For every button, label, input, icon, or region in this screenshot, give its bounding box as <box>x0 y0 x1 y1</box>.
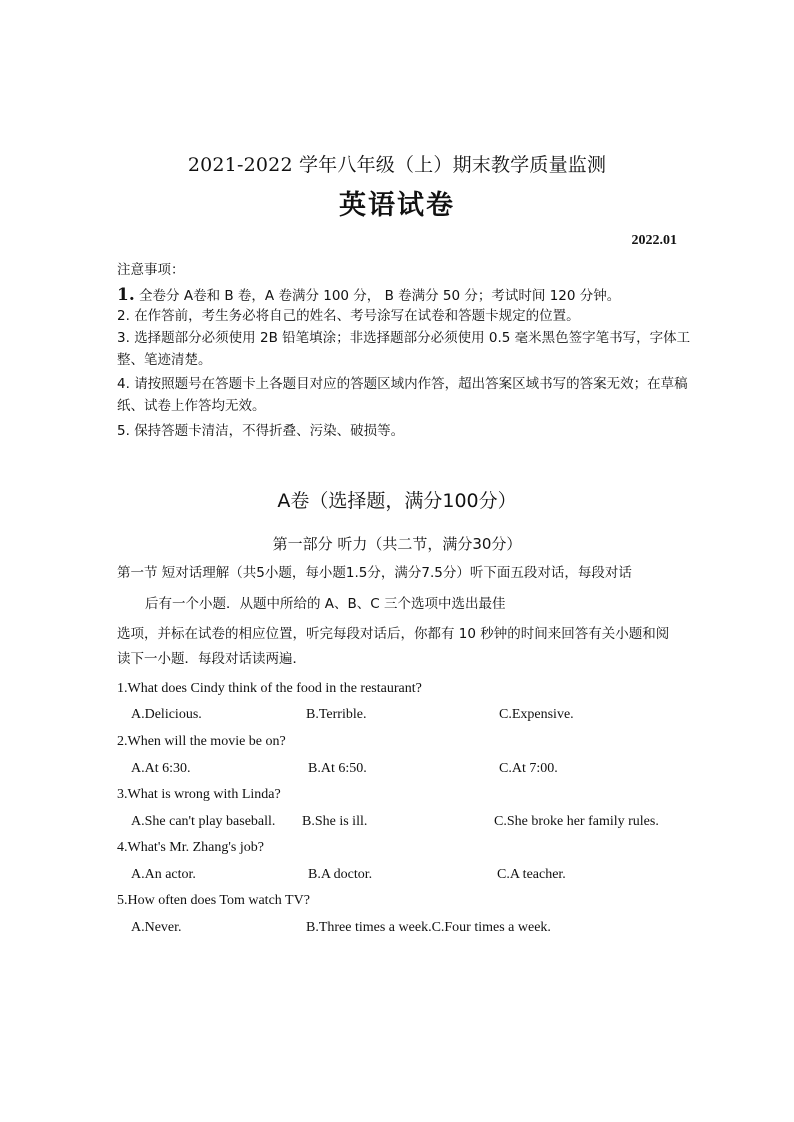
instruction-line: 后有一个小题．从题中所给的 A、B、C 三个选项中选出最佳 <box>145 596 506 612</box>
note-number: 2. <box>117 308 130 324</box>
note-text: 保持答题卡清洁，不得折叠、污染、破损等。 <box>134 423 405 439</box>
option-a: A.Delicious. <box>131 707 202 722</box>
note-item <box>117 305 697 327</box>
option-b: B.At 6:50. <box>308 761 367 776</box>
exam-subtitle: 英语试卷 <box>339 190 455 221</box>
option-a: A.At 6:30. <box>131 761 191 776</box>
option-a: A.An actor. <box>131 867 196 882</box>
instruction-line: 第一节 短对话理解（共5小题，每小题1.5分，满分7.5分）听下面五段对话，每段对话 <box>117 565 632 581</box>
option-a: A.She can't play baseball. <box>131 814 276 829</box>
option-c: C.Four times a week. <box>431 920 551 935</box>
instruction-line: 读下一小题．每段对话读两遍． <box>117 651 306 667</box>
exam-date: 2022.01 <box>631 233 677 248</box>
option-b-c <box>306 920 551 936</box>
question-text: 1.What does Cindy think of the food in the restaurant? <box>117 681 422 696</box>
option-c: C.Expensive. <box>499 707 574 722</box>
question-text: 4.What's Mr. Zhang's job? <box>117 840 264 855</box>
note-number: 1. <box>117 285 135 305</box>
part1-title: 第一部分 听力（共二节，满分30分） <box>272 535 522 553</box>
note-text: 全卷分 A卷和 B 卷，A 卷满分 100 分， B 卷满分 50 分；考试时间 120 分钟。 <box>139 288 621 304</box>
note-item <box>117 373 697 417</box>
section-a-title: A卷（选择题，满分100分） <box>277 490 517 512</box>
note-number: 4. <box>117 376 130 392</box>
question-text: 5.How often does Tom watch TV? <box>117 893 310 908</box>
note-number: 3. <box>117 330 130 346</box>
option-c: C.A teacher. <box>497 867 566 882</box>
option-b: B.She is ill. <box>302 814 368 829</box>
question-text: 2.When will the movie be on? <box>117 734 286 749</box>
exam-title: 2021-2022 学年八年级（上）期末教学质量监测 <box>187 154 607 176</box>
notes-heading: 注意事项： <box>117 262 185 278</box>
option-b: B.Terrible. <box>306 707 367 722</box>
question-text: 3.What is wrong with Linda? <box>117 787 281 802</box>
note-item <box>117 420 697 442</box>
option-a: A.Never. <box>131 920 182 935</box>
option-b: B.Three times a week. <box>306 920 432 935</box>
option-c: C.She broke her family rules. <box>494 814 659 829</box>
note-text: 选择题部分必须使用 2B 铅笔填涂；非选择题部分必须使用 0.5 毫米黑色签字笔书写，字体工整、笔迹清楚。 <box>117 330 691 368</box>
note-item <box>117 327 697 371</box>
note-text: 请按照题号在答题卡上各题目对应的答题区域内作答，超出答案区域书写的答案无效；在草稿纸、试卷上作答均无效。 <box>117 376 688 414</box>
option-c: C.At 7:00. <box>499 761 558 776</box>
instruction-line: 选项，并标在试卷的相应位置，听完每段对话后，你都有 10 秒钟的时间来回答有关小题和阅 <box>117 626 670 642</box>
note-text: 在作答前，考生务必将自己的姓名、考号涂写在试卷和答题卡规定的位置。 <box>134 308 580 324</box>
note-item <box>117 284 697 307</box>
note-number: 5. <box>117 423 130 439</box>
option-b: B.A doctor. <box>308 867 373 882</box>
